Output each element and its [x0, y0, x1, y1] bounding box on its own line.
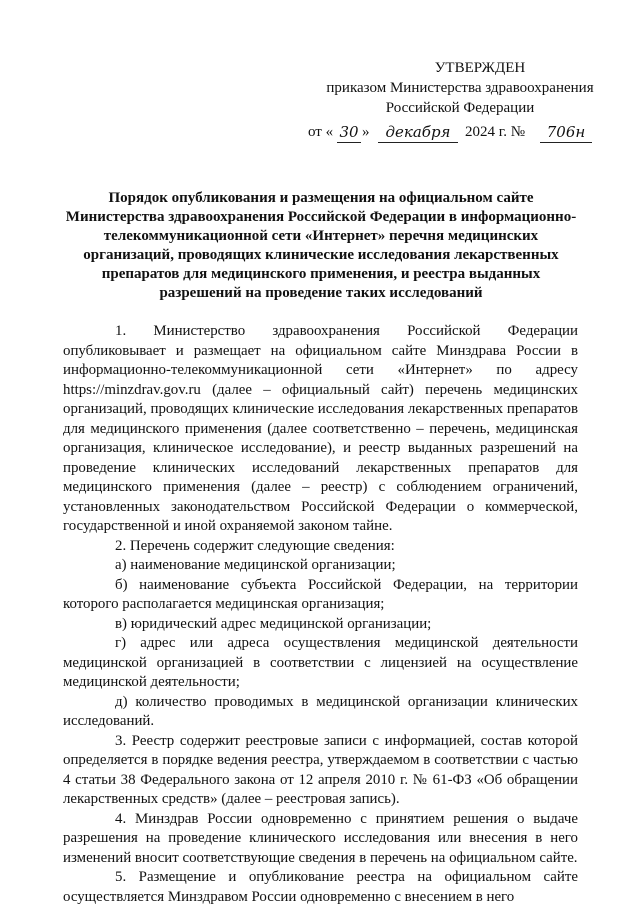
approval-line-1: приказом Министерства здравоохранения — [326, 80, 594, 96]
order-prefix: от « — [308, 124, 334, 140]
approval-line-2: Российской Федерации — [385, 100, 535, 116]
paragraph-1: 1. Министерство здравоохранения Российской Федерации опубликовывает и размещает на официальном сайте Минздрава России в информационно-телекоммуникационной сети «Интернет» по адресу https://minzdrav.gov.ru (далее – официальный сайт) перечень медицинских организаций, проводящих клинические исследования лекарственных препаратов для медицинского применения (далее соответственно – перечень, медицинская организация, клиническое исследование), и реестр выданных разрешений на проведение клинических исследований лекарственных препаратов для медицинского применения (далее – реестр) с соблюдением ограничений, установленных законодательством Российской Федерации о коммерческой, государственной и иной охраняемой законом тайне. — [63, 323, 578, 534]
order-year: 2024 г. № — [465, 124, 526, 140]
paragraph-5: 5. Размещение и опубликование реестра на официальном сайте осуществляется Минздравом России одновременно с внесением в него — [63, 869, 578, 905]
order-day: 30 — [337, 122, 361, 143]
paragraph-2e: д) количество проводимых в медицинской организации клинических исследований. — [63, 693, 578, 729]
paragraph-2d: г) адрес или адреса осуществления медицинской деятельности медицинской организацией в соответствии с лицензией на осуществление медицинской деятельности; — [63, 635, 578, 690]
order-month: декабря — [378, 122, 458, 143]
paragraph-2a: а) наименование медицинской организации; — [115, 557, 396, 573]
document-title: Порядок опубликования и размещения на официальном сайте Министерства здравоохранения Российской Федерации в информационно-телекоммуникационной сети «Интернет» перечня медицинских организаций, проводящих клинические исследования лекарственных препаратов для медицинского применения, и реестра выданных разрешений на проведение таких исследований — [65, 190, 577, 301]
paragraph-3: 3. Реестр содержит реестровые записи с информацией, состав которой определяется в порядке ведения реестра, утверждаемом в соответствии с частью 4 статьи 38 Федерального закона от 12 апреля 2010 г. № 61-ФЗ «Об обращении лекарственных средств» (далее – реестровая запись). — [63, 732, 578, 807]
approval-block — [300, 58, 600, 142]
order-mid: » — [362, 124, 370, 140]
paragraph-4: 4. Минздрав России одновременно с принятием решения о выдаче разрешения на проведение клинического исследования или внесения в него изменений вносит соответствующие сведения в перечень на официальном сайте. — [63, 810, 578, 866]
order-line — [300, 120, 600, 142]
paragraph-2c: в) юридический адрес медицинской организации; — [115, 615, 432, 632]
order-number: 706н — [540, 122, 592, 143]
document-body — [63, 322, 578, 907]
paragraph-2b: б) наименование субъекта Российской Федерации, на территории которого располагается медицинская организация; — [63, 576, 578, 612]
approval-title: УТВЕРЖДЕН — [434, 60, 526, 76]
paragraph-2: 2. Перечень содержит следующие сведения: — [115, 537, 395, 554]
